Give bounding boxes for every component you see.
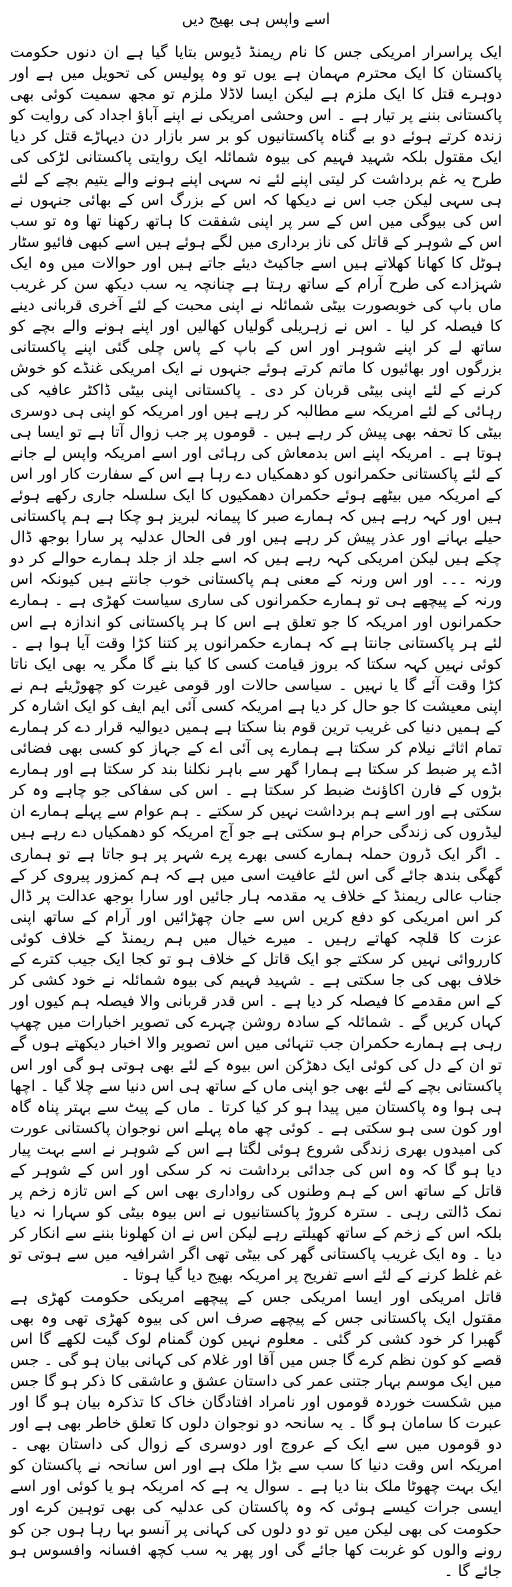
- article-body: [10, 42, 502, 1582]
- article-paragraph-2: قاتل امریکی اور ایسا امریکی جس کے پیچھے امریکی حکومت کھڑی ہے مقتول ایک پاکستانی جس کے پیچھے صرف اس کی بیوہ کھڑی تھی وہ بھی گھبرا کر خود کشی کر گئی ۔ معلوم نہیں کون گمنام لوک گیت لکھے گا اس قصے کو کون نظم کرے گا جس میں آقا اور غلام کی کہانی بیان ہو گی ۔ جس میں ایک موسم بہار جتنی عمر کی داستان عشق و عاشقی کا ذکر ہو گا جس میں شکست خوردہ قوموں اور نامراد افتادگان خاک کا تذکرہ بیان ہو گا اور عبرت کا سامان ہو گا ۔ یہ سانحہ دو نوجوان دلوں کا تعلق خاطر بھی ہے اور دو قوموں میں سے ایک کے عروج اور دوسری کے زوال کی داستان بھی ۔ امریکہ اس وقت دنیا کا سب سے بڑا ملک ہے اور اس سانحہ نے پاکستان کو ایک بہت چھوٹا ملک بنا دیا ہے ۔ سوال یہ ہے کہ امریکہ ہو یا کوئی اور اسے ایسی جرات کیسے ہوئی کہ وہ پاکستان کی عدلیہ کی بھی توہین کرے اور حکومت کی بھی لیکن میں تو دو دلوں کی کہانی پر آنسو بہا رہا ہوں جن کو رونے والوں کو غربت کھا جائے گی اور پھر یہ سب کچھ افسانہ وافسوس ہو جائے گا ۔: [10, 1287, 502, 1580]
- article-title: اسے واپس ہی بھیج دیں: [181, 10, 331, 28]
- article-paragraph-1: ایک پراسرار امریکی جس کا نام ریمنڈ ڈیوس بتایا گیا ہے ان دنوں حکومت پاکستان کا ایک محترم مہمان ہے یوں تو وہ پولیس کی تحویل میں ہے اور دوہرے قتل کا ایک ملزم ہے لیکن ایسا لاڈلا ملزم تو مجھ سمیت کوئی بھی پاکستانی بننے پر تیار ہے ۔ اس وحشی امریکی نے اپنے آباؤ اجداد کی روایت کو زندہ کرتے ہوئے دو بے گناہ پاکستانیوں کو بر سر بازار دن دیہاڑے قتل کر دیا ایک مقتول بلکہ شہید فہیم کی بیوہ شمائلہ ایک روایتی پاکستانی لڑکی کی طرح یہ غم برداشت کر لیتی اپنے لئے نہ سہی اپنے ہونے والے یتیم بچے کے لئے ہی سہی لیکن جب اس نے دیکھا کہ اس کے بزرگ اس کے بھائی جنہوں نے اس کی بیوگی میں اس کے سر پر اپنی شفقت کا ہاتھ رکھنا تھا وہ تو سب اس کے شوہر کے قاتل کی ناز برداری میں لگے ہوئے ہیں اسے کبھی فائیو سٹار ہوٹل کا کھانا کھلاتے ہیں اسے جاکیٹ دیئے جاتے ہیں اور حوالات میں وہ ایک شہزادے کی طرح آرام کے ساتھ رہتا ہے چنانچہ یہ سب دیکھ سن کر غریب ماں باپ کی خوبصورت بیٹی شمائلہ نے اپنی محبت کے لئے آخری قربانی دینے کا فیصلہ کر لیا ۔ اس نے زہریلی گولیاں کھالیں اور اپنے ہونے والے بچے کو ساتھ لے کر اپنے شوہر اور اس کے باپ کے پاس چلی گئی اپنے پاکستانی بزرگوں اور بھائیوں کا ماتم کرتے ہوئے جنہوں نے ایک امریکی غنڈے کو خوش کرنے کے لئے اپنی بیٹی قربان کر دی ۔ پاکستانی اپنی بیٹی ڈاکٹر عافیہ کی رہائی کے لئے امریکہ سے مطالبہ کر رہے ہیں اور امریکہ کو اپنی ہی دوسری بیٹی کا تحفہ بھی پیش کر رہے ہیں ۔ قوموں پر جب زوال آتا ہے تو ایسا ہی ہوتا ہے ۔ امریکہ اپنے اس بدمعاش کی رہائی اور اسے امریکہ واپس لے جانے کے لئے پاکستانی حکمرانوں کو دھمکیاں دے رہا ہے اس کے سفارت کار اور اس کے امریکہ میں بیٹھے ہوئے حکمران دھمکیوں کا ایک سلسلہ جاری رکھے ہوئے ہیں اور کہہ رہے ہیں کہ ہمارے صبر کا پیمانہ لبریز ہو چکا ہے ہم پاکستانی حیلے بہانے اور عذر پیش کر رہے ہیں اور فی الحال عدلیہ پر سارا بوجھ ڈال چکے ہیں لیکن امریکی کہہ رہے ہیں کہ اسے جلد از جلد ہمارے حوالے کر دو ورنہ ۔۔۔ اور اس ورنہ کے معنی ہم پاکستانی خوب جانتے ہیں کیونکہ اس ورنہ کے پیچھے ہی تو ہمارے حکمرانوں کی ساری سیاست کھڑی ہے ۔ ہمارے حکمرانوں اور امریکہ کا جو تعلق ہے اس کا ہر پاکستانی کو اندازہ ہے اس لئے ہر پاکستانی جانتا ہے کہ ہمارے حکمرانوں پر کتنا کڑا وقت آیا ہوا ہے ۔ کوئی نہیں کہہ سکتا کہ بروز قیامت کسی کا کیا بنے گا مگر یہ بھی ایک ناتا کڑا وقت آئے گا یا نہیں ۔ سیاسی حالات اور قومی غیرت کو چھوڑیئے ہم نے اپنی معیشت کا جو حال کر دیا ہے امریکہ کسی آئی ایم ایف کو ایک اشارہ کر کے ہمیں دنیا کی غریب ترین قوم بنا سکتا ہے ہمیں دیوالیہ قرار دے کر ہمارے تمام اثاثے نیلام کر سکتا ہے ہمارے پی آئی اے کے جہاز کو کسی بھی فضائی اڈے پر ضبط کر سکتا ہے ہمارا گھر سے باہر نکلنا بند کر سکتا ہے اور ہمارے بڑوں کے فارن اکاؤنٹ ضبط کر سکتا ہے ۔ اس کی سفاکی جو چاہے وہ کر سکتی ہے اور اسے ہم برداشت نہیں کر سکتے ۔ ہم عوام سے پہلے ہمارے ان لیڈروں کی زندگی حرام ہو سکتی ہے جو آج امریکہ کو دھمکیاں دے رہے ہیں ۔ اگر ایک ڈرون حملہ ہمارے کسی بھرے پرے شہر پر ہو جاتا ہے تو ہماری گھگی بندھ جائے گی اس لئے عافیت اسی میں ہے کہ ہم کمزور پیروی کر کے جناب عالی ریمنڈ کے خلاف یہ مقدمہ ہار جائیں اور سارا بوجھ عدالت پر ڈال کر اس امریکی کو دفع کریں اس سے جان چھڑائیں اور آرام کے ساتھ اپنی عزت کا قلچہ کھاتے رہیں ۔ میرے خیال میں ہم ریمنڈ کے خلاف کوئی کارروائی نہیں کر سکتے جو ایک قاتل کے خلاف ہو تو کجا ایک جیب کترے کے خلاف بھی کی جا سکتی ہے ۔ شہید فہیم کی بیوہ شمائلہ نے خود کشی کر کے اس مقدمے کا فیصلہ کر دیا ہے ۔ اس قدر قربانی والا فیصلہ ہم کیوں اور کہاں کریں گے ۔ شمائلہ کے سادہ روشن چہرے کی تصویر اخبارات میں چھپ رہی ہے ہمارے حکمران جب تنہائی میں اس تصویر والا اخبار دیکھتے ہوں گے تو ان کے دل کی کوئی ایک دھڑکن اس بیوہ کے لئے بھی ہوتی ہو گی اور اس پاکستانی بچے کے لئے بھی جو اپنی ماں کے ساتھ ہی اس دنیا سے چلا گیا ۔ اچھا ہی ہوا وہ پاکستان میں پیدا ہو کر کیا کرتا ۔ ماں کے پیٹ سے بہتر پناہ گاہ اور کون سی ہو سکتی ہے ۔ کوئی چھ ماہ پہلے اس نوجوان پاکستانی عورت کی امیدوں بھری زندگی شروع ہوئی لگتا ہے اس کے شوہر نے اسے بہت پیار دیا ہو گا کہ وہ اس کی جدائی برداشت نہ کر سکی اور اس کے شوہر کے قاتل کے ساتھ اس کے ہم وطنوں کی رواداری بھی اس کے اس تازہ زخم پر نمک ڈالتی رہی ۔ سترہ کروڑ پاکستانیوں نے اس بیوہ بیٹی کو سہارا نہ دیا بلکہ اس کے زخم کے ساتھ کھیلتے رہے لیکن اس نے ان کھلونا بننے سے انکار کر دیا ۔ وہ ایک غریب پاکستانی گھر کی بیٹی تھی اگر اشرافیہ میں سے ہوتی تو غم غلط کرنے کے لئے اسے تفریح پر امریکہ بھیج دیا گیا ہوتا ۔: [10, 43, 502, 1285]
